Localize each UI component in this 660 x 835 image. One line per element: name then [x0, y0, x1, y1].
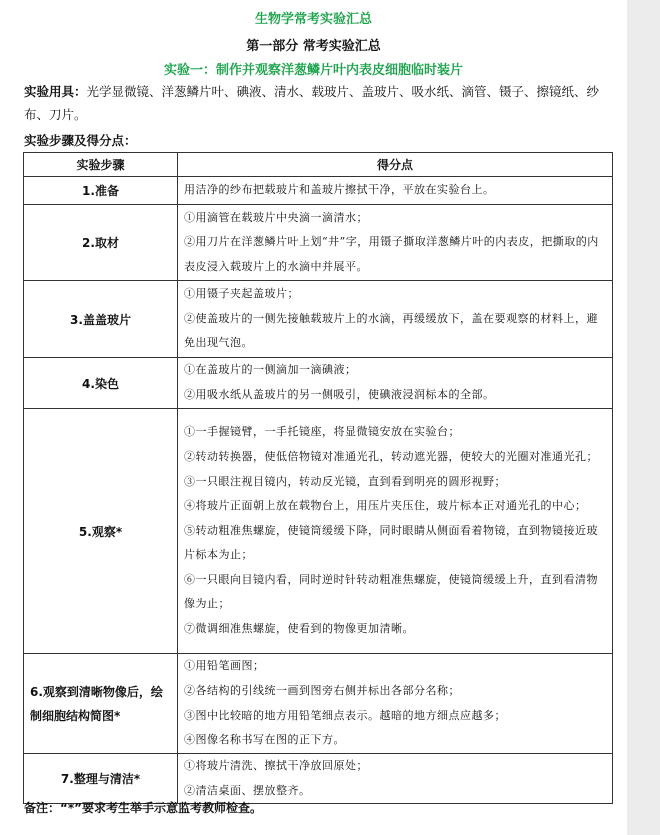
- table-row: [24, 654, 613, 754]
- point-item: ⑦微调细准焦螺旋，使看到的物像更加清晰。: [184, 622, 414, 636]
- point-item: ②清洁桌面、摆放整齐。: [184, 783, 311, 797]
- column-header-points: 得分点: [178, 153, 613, 177]
- table-row: [24, 754, 613, 804]
- points-cell: [178, 654, 613, 754]
- step-cell: 6.观察到清晰物像后，绘制细胞结构简图*: [24, 654, 178, 754]
- table-row: [24, 205, 613, 281]
- step-cell: 1.准备: [24, 177, 178, 205]
- point-item: ⑤转动粗准焦螺旋，使镜筒缓缓下降，同时眼睛从侧面看着物镜，直到物镜接近玻片标本为止；: [184, 523, 598, 562]
- steps-heading: 实验步骤及得分点：: [24, 133, 137, 148]
- point-item: ③一只眼注视目镜内，转动反光镜，直到看到明亮的圆形视野；: [184, 474, 506, 488]
- point-item: ①一手握镜臂，一手托镜座，将显微镜安放在实验台；: [184, 425, 460, 439]
- viewer-background: [627, 0, 660, 835]
- points-cell: [178, 754, 613, 804]
- document-title: 生物学常考实验汇总: [254, 12, 372, 27]
- points-cell: [178, 281, 613, 358]
- part-heading: 第一部分 常考实验汇总: [246, 39, 381, 54]
- experiment-heading: 实验一：制作并观察洋葱鳞片叶内表皮细胞临时装片: [163, 63, 463, 78]
- steps-table: [23, 152, 613, 804]
- footnote: 备注：“*”要求考生举手示意监考教师检查。: [24, 801, 263, 815]
- point-item: ②用刀片在洋葱鳞片叶上划“井”字，用镊子撕取洋葱鳞片叶的内表皮，把撕取的内表皮浸入载玻片上的水滴中并展平。: [184, 235, 599, 273]
- step-cell: 2.取材: [24, 205, 178, 281]
- table-row: [24, 358, 613, 409]
- points-cell: [178, 177, 613, 205]
- points-cell: [178, 205, 613, 281]
- point-item: ①在盖玻片的一侧滴加一滴碘液；: [184, 363, 357, 377]
- point-item: ④将玻片正面朝上放在载物台上，用压片夹压住，玻片标本正对通光孔的中心；: [184, 499, 587, 513]
- point-item: ②各结构的引线统一画到图旁右侧并标出各部分名称；: [184, 683, 460, 697]
- point-item: ①用滴管在载玻片中央滴一滴清水；: [184, 210, 368, 224]
- points-cell: [178, 358, 613, 409]
- table-row: [24, 177, 613, 205]
- table-row: [24, 409, 613, 654]
- point-item: ⑥一只眼向目镜内看，同时逆时针转动粗准焦螺旋，使镜筒缓缓上升，直到看清物像为止；: [184, 572, 598, 611]
- point-item: ①将玻片清洗、擦拭干净放回原处；: [184, 759, 368, 772]
- materials-text: 光学显微镜、洋葱鳞片叶、碘液、清水、载玻片、盖玻片、吸水纸、滴管、镊子、擦镜纸、纱布、刀片。: [24, 84, 600, 122]
- step-cell: 7.整理与清洁*: [24, 754, 178, 804]
- step-cell: 4.染色: [24, 358, 178, 409]
- point-item: ①用铅笔画图；: [184, 659, 265, 673]
- point-item: ②用吸水纸从盖玻片的另一侧吸引，使碘液浸润标本的全部。: [184, 388, 495, 401]
- materials-paragraph: [24, 80, 616, 126]
- point-item: 用洁净的纱布把载玻片和盖玻片擦拭干净，平放在实验台上。: [184, 183, 495, 197]
- point-item: ④图像名称书写在图的正下方。: [184, 733, 345, 747]
- column-header-step: 实验步骤: [24, 153, 178, 177]
- table-row: [24, 281, 613, 358]
- points-cell: [178, 409, 613, 654]
- materials-label: 实验用具：: [24, 84, 87, 99]
- point-item: ①用镊子夹起盖玻片；: [184, 287, 299, 301]
- point-item: ②使盖玻片的一侧先接触载玻片上的水滴，再缓缓放下，盖在要观察的材料上，避免出现气泡。: [184, 311, 598, 350]
- point-item: ③图中比较暗的地方用铅笔细点表示。越暗的地方细点应越多；: [184, 708, 506, 722]
- step-cell: 3.盖盖玻片: [24, 281, 178, 358]
- step-cell: 5.观察*: [24, 409, 178, 654]
- point-item: ②转动转换器，使低倍物镜对准通光孔，转动遮光器，使较大的光圈对准通光孔；: [184, 449, 598, 463]
- table-header-row: [24, 153, 613, 177]
